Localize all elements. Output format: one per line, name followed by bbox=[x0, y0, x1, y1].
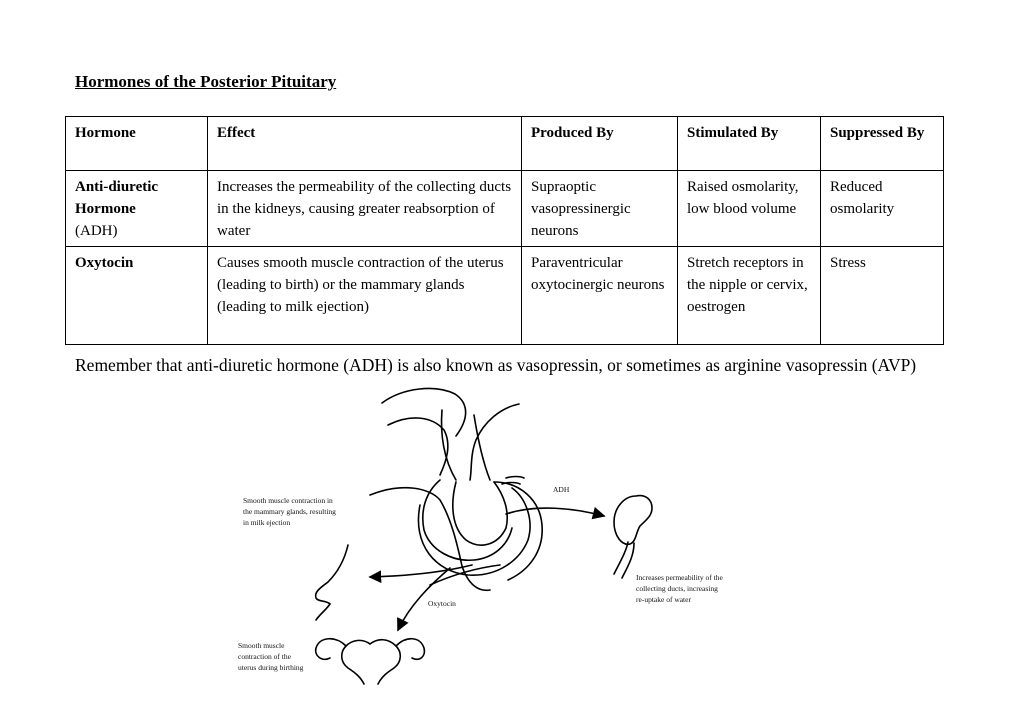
cell-suppressed-by: Stress bbox=[821, 247, 944, 345]
breast-outline bbox=[316, 545, 348, 620]
hormone-abbreviation: (ADH) bbox=[75, 223, 118, 239]
cell-produced-by: Paraventricular oxytocinergic neurons bbox=[522, 247, 678, 345]
cell-suppressed-by: Reduced osmolarity bbox=[821, 171, 944, 247]
column-header-effect: Effect bbox=[208, 117, 522, 171]
vasopressin-note: Remember that anti-diuretic hormone (ADH) is also known as vasopressin, or sometimes as arginine vasopressin (AVP) bbox=[75, 355, 917, 375]
adh-arrow bbox=[506, 508, 604, 516]
hypothalamus-outline bbox=[470, 404, 519, 480]
uterus-label: Smooth muscle contraction of the uterus during birthing bbox=[238, 641, 304, 672]
oxytocin-label: Oxytocin bbox=[428, 599, 456, 608]
hypothalamus-outline bbox=[442, 410, 456, 480]
mammary-label: Smooth muscle contraction in the mammary glands, resulting in milk ejection bbox=[243, 496, 336, 527]
uterus-outline bbox=[346, 640, 396, 646]
pituitary-gland-outline bbox=[418, 488, 530, 575]
pituitary-gland-outline bbox=[423, 480, 512, 560]
pituitary-gland-outline bbox=[453, 482, 507, 545]
cell-effect: Increases the permeability of the collecting ducts in the kidneys, causing greater reabsorption of water bbox=[208, 171, 522, 247]
hypothalamus-outline bbox=[388, 418, 448, 475]
adh-label: ADH bbox=[553, 485, 570, 494]
hypothalamus-outline bbox=[382, 388, 466, 436]
column-header-suppressed-by: Suppressed By bbox=[821, 117, 944, 171]
cell-stimulated-by: Raised osmolarity, low blood volume bbox=[678, 171, 821, 247]
column-header-hormone: Hormone bbox=[66, 117, 208, 171]
kidney-label: Increases permeability of the collecting ducts, increasing re-uptake of water bbox=[636, 573, 723, 604]
page-title: Hormones of the Posterior Pituitary bbox=[75, 72, 337, 91]
pituitary-gland-outline bbox=[494, 482, 542, 580]
pituitary-gland-outline bbox=[502, 483, 520, 485]
cell-produced-by: Supraoptic vasopressinergic neurons bbox=[522, 171, 678, 247]
hypothalamus-outline bbox=[474, 415, 490, 480]
hormone-name: Anti-diuretic Hormone bbox=[75, 179, 159, 217]
column-header-stimulated-by: Stimulated By bbox=[678, 117, 821, 171]
hormone-name: Oxytocin bbox=[75, 255, 134, 271]
kidney-outline bbox=[614, 496, 652, 545]
cell-stimulated-by: Stretch receptors in the nipple or cervix, oestrogen bbox=[678, 247, 821, 345]
cell-effect: Causes smooth muscle contraction of the uterus (leading to birth) or the mammary glands (leading to milk ejection) bbox=[208, 247, 522, 345]
uterus-outline bbox=[342, 646, 364, 684]
column-header-produced-by: Produced By bbox=[522, 117, 678, 171]
ureter-line bbox=[622, 543, 634, 578]
pituitary-gland-outline bbox=[506, 477, 524, 479]
uterus-outline bbox=[378, 646, 400, 684]
